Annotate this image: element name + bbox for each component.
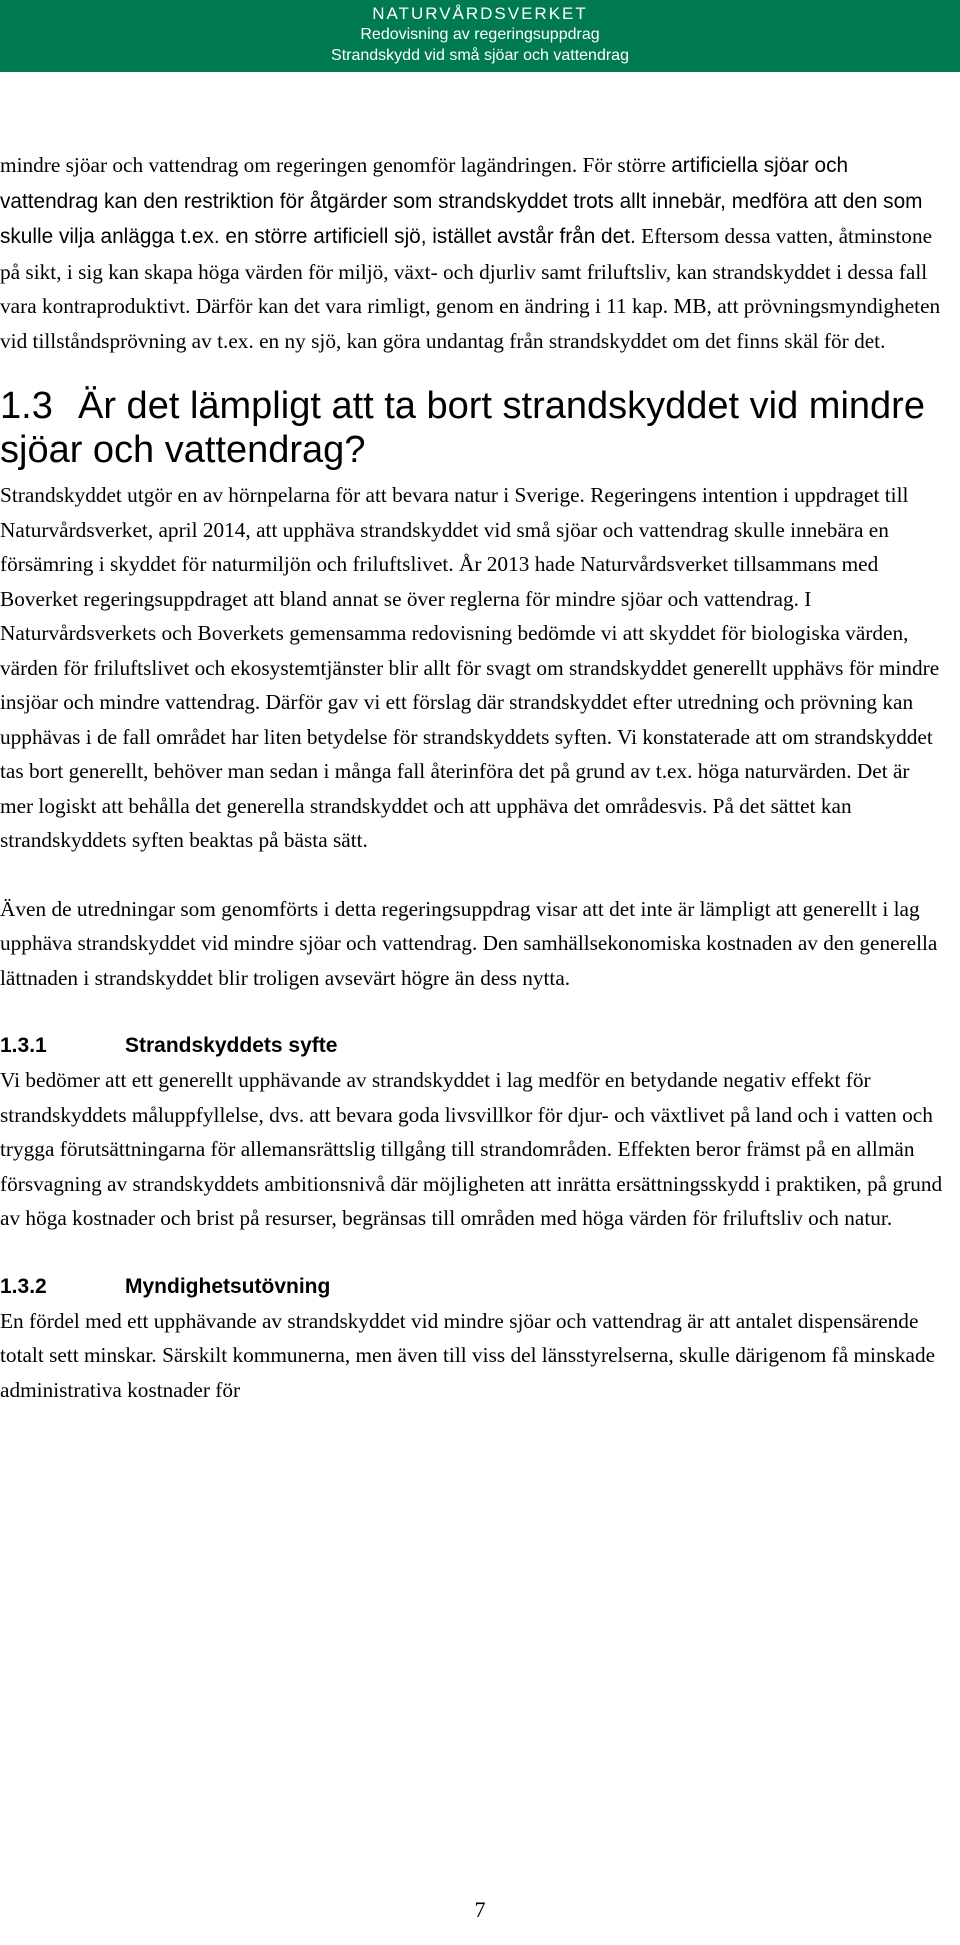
section-1-3-2-paragraph: En fördel med ett upphävande av strandskyddet vid mindre sjöar och vattendrag är att antalet dispensärende totalt sett minskar. Särskilt kommunerna, men även till viss del länsstyrelserna, skulle därigenom få minskade administrativa kostnader för	[0, 1308, 936, 1402]
section-1-3-1-paragraph: Vi bedömer att ett generellt upphävande av strandskyddet i lag medför en betydande negativ effekt för strandskyddets måluppfyllelse, dvs. att bevara goda livsvillkor för djur- och växtlivet på land och i vatten och trygga förutsättningarna för allemansrättslig tillgång till strandområden. Effekten beror främst på en allmän försvagning av strandskyddets ambitionsnivå där möjligheten att inrätta ersättningsskydd i praktiken, på grund av höga kostnader och brist på resurser, begränsas till områden med höga värden för friluftsliv och natur.	[0, 1068, 943, 1230]
heading-title: Strandskyddets syfte	[125, 1034, 338, 1057]
intro-text-end: Eftersom dessa vatten, åtminstone på sikt, i sig kan skapa höga värden för miljö, växt- och djurliv samt friluftsliv, kan strandskyddet i dessa fall vara kontraproduktivt. Därför kan det vara rimligt, genom en ändring i 11 kap. MB, att prövningsmyndigheten vid tillståndsprövning av t.ex. en ny sjö, kan göra undantag från strandskyddet om det finns skäl för det.	[0, 224, 941, 353]
document-body	[0, 148, 946, 1407]
intro-text-start: mindre sjöar och vattendrag om regeringen genomför lagändringen. För större	[0, 153, 666, 177]
section-1-3-paragraph-2: Även de utredningar som genomförts i detta regeringsuppdrag visar att det inte är lämpligt att generellt i lag upphäva strandskyddet vid mindre sjöar och vattendrag. Den samhällsekonomiska kostnaden av den generella lättnaden i strandskyddet blir troligen avsevärt högre än dess nytta.	[0, 896, 938, 990]
section-1-3-paragraph-1: Strandskyddet utgör en av hörnpelarna för att bevara natur i Sverige. Regeringens intention i uppdraget till Naturvårdsverket, april 2014, att upphäva strandskyddet vid små sjöar och vattendrag skulle innebära en försämring i skyddet för naturmiljön och friluftslivet. År 2013 hade Naturvårdsverket tillsammans med Boverket regeringsuppdraget att bland annat se över reglerna för mindre sjöar och vattendrag. I Naturvårdsverkets och Boverkets gemensamma redovisning bedömde vi att skyddet för biologiska värden, värden för friluftslivet och ekosystemtjänster blir allt för svagt om strandskyddet generellt upphävs för mindre insjöar och mindre vattendrag. Därför gav vi ett förslag där strandskyddet efter utredning och prövning kan upphävas i de fall området har liten betydelse för strandskyddets syften. Vi konstaterade att om strandskyddet tas bort generellt, behöver man sedan i många fall återinföra det på grund av t.ex. höga naturvärden. Det är mer logiskt att behålla det generella strandskyddet och att upphäva det områdesvis. På det sättet kan strandskyddets syften beaktas på bästa sätt.	[0, 483, 940, 852]
page-header	[0, 0, 960, 72]
header-report-title: Strandskydd vid små sjöar och vattendrag	[331, 47, 629, 64]
header-organization: NATURVÅRDSVERKET	[372, 4, 588, 23]
header-report-type: Redovisning av regeringsuppdrag	[360, 26, 600, 43]
heading-number: 1.3.2	[0, 1274, 47, 1298]
heading-section-1-3-1	[0, 1029, 946, 1063]
heading-title: Är det lämpligt att ta bort strandskyddet vid mindre sjöar och vattendrag?	[0, 385, 925, 471]
intro-paragraph	[0, 148, 946, 358]
intro-text-middle: artificiella sjöar och vattendrag kan den restriktion för åtgärder som strandskyddet trots allt innebär, medföra att den som skulle vilja anlägga t.ex. en större artificiell sjö, istället avstår från det.	[0, 154, 923, 248]
heading-section-1-3-2	[0, 1270, 946, 1304]
page-number: 7	[474, 1897, 486, 1922]
heading-number: 1.3.1	[0, 1034, 47, 1057]
heading-number: 1.3	[0, 385, 53, 427]
heading-section-1-3	[0, 384, 946, 472]
heading-title: Myndighetsutövning	[125, 1274, 331, 1298]
